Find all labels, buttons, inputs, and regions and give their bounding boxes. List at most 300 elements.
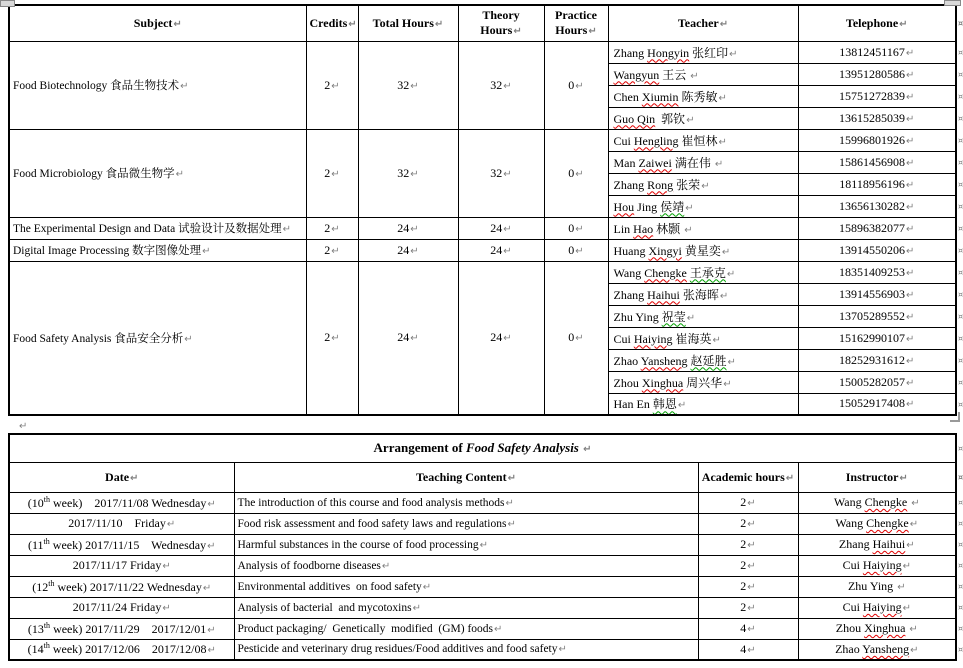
text-segment: 周兴华 xyxy=(683,375,723,390)
paragraph-mark: ↵ xyxy=(575,245,584,257)
telephone-cell xyxy=(798,85,956,107)
teacher-name-cell xyxy=(608,41,798,63)
paragraph-mark: ↵ xyxy=(712,334,721,346)
header-teaching-content: Teaching Content↵ xyxy=(234,462,698,492)
text-segment: 2 xyxy=(740,516,747,530)
paragraph-mark: ↵ xyxy=(162,561,171,572)
practice-hours-cell xyxy=(544,41,608,129)
theory-hours-cell xyxy=(458,129,544,217)
text-segment: Zaiwei xyxy=(638,155,672,170)
text-segment: Haiying xyxy=(633,331,673,346)
text-segment: 林颢 xyxy=(653,221,684,236)
paragraph-mark: ↵ xyxy=(905,179,915,191)
paragraph-mark: ↵ xyxy=(905,47,915,59)
text-segment: 2 xyxy=(324,165,331,180)
paragraph-mark: ↵ xyxy=(747,582,756,593)
text-segment: 陈秀敏 xyxy=(678,89,718,104)
text-segment: Pesticide and veterinary drug residues/Food additives and food safety xyxy=(237,643,558,656)
paragraph-mark: ↵ xyxy=(747,519,756,530)
paragraph-mark: ↵ xyxy=(162,603,171,614)
paragraph-mark: ↵ xyxy=(721,246,731,258)
text-segment: Wangyun xyxy=(613,67,660,82)
paragraph-mark: ↵ xyxy=(410,223,419,235)
theory-hours-cell xyxy=(458,261,544,415)
text-segment: Hongyin xyxy=(647,45,690,60)
text-segment: 2 xyxy=(740,600,747,614)
paragraph-mark: ↵ xyxy=(906,245,915,257)
paragraph-mark: ↵ xyxy=(184,333,193,345)
paragraph-mark: ↵ xyxy=(513,26,522,38)
text-segment: 24 xyxy=(397,330,410,345)
telephone-cell xyxy=(798,129,956,151)
text-segment: Product packaging/ Genetically modified (GM) foods xyxy=(237,622,493,635)
text-segment: Zhu Ying xyxy=(847,579,897,593)
table-resize-handle-icon[interactable] xyxy=(950,412,960,422)
text-segment: 2 xyxy=(740,579,747,593)
paragraph-mark: ↵ xyxy=(575,80,584,92)
paragraph-mark: ↵ xyxy=(906,540,915,551)
total-hours-cell xyxy=(358,261,458,415)
paragraph-mark: ↵ xyxy=(906,201,915,213)
paragraph-mark: ↵ xyxy=(902,603,911,614)
teacher-name-cell xyxy=(608,283,798,305)
end-of-row-mark: ¤ xyxy=(958,472,963,482)
table-move-handle-icon[interactable] xyxy=(0,0,15,7)
paragraph-mark: ↵ xyxy=(714,158,724,170)
text-segment: Chen xyxy=(613,89,642,104)
text-segment: 郭钦 xyxy=(655,111,686,126)
practice-hours-cell xyxy=(544,261,608,415)
paragraph-mark: ↵ xyxy=(911,498,920,509)
telephone-cell xyxy=(798,107,956,129)
end-of-row-mark: ¤ xyxy=(958,333,963,343)
end-of-row-mark: ¤ xyxy=(958,135,963,145)
text-segment: 32 xyxy=(490,77,503,92)
text-segment: 2 xyxy=(324,330,331,345)
text-segment: 0 xyxy=(568,242,575,257)
end-of-row-mark: ¤ xyxy=(958,519,963,528)
date-cell xyxy=(9,513,234,534)
paragraph-mark: ↵ xyxy=(494,623,503,635)
text-segment: (10 xyxy=(27,495,44,510)
table-row xyxy=(9,534,963,555)
end-of-row-mark: ¤ xyxy=(958,245,963,255)
paragraph-mark: ↵ xyxy=(906,289,915,301)
text-segment: The Experimental Design and Data 试验设计及数据处理 xyxy=(13,223,282,235)
text-segment: Yansheng xyxy=(862,641,910,656)
text-segment: 2017/11/10 Friday xyxy=(68,516,166,530)
text-segment: Food Safety Analysis 食品安全分析 xyxy=(13,332,184,345)
ordinal-superscript: th xyxy=(48,578,55,588)
table-corner-handle-icon[interactable] xyxy=(944,0,961,6)
teaching-content-cell xyxy=(234,513,698,534)
header-credits: Credits↵ xyxy=(306,5,358,41)
paragraph-mark: ↵ xyxy=(690,70,699,82)
text-segment: Zhou xyxy=(613,375,642,390)
paragraph-mark: ↵ xyxy=(718,92,727,104)
telephone-cell xyxy=(798,327,956,349)
header-instructor: Instructor↵ xyxy=(798,462,956,492)
paragraph-mark: ↵ xyxy=(747,624,756,635)
paragraph-mark: ↵ xyxy=(906,113,915,125)
date-cell xyxy=(9,576,234,597)
teacher-name-cell xyxy=(608,129,798,151)
text-segment: Chengke xyxy=(644,265,687,280)
paragraph-mark: ↵ xyxy=(282,224,291,235)
header-total-hours: Total Hours↵ xyxy=(358,5,458,41)
table-row xyxy=(9,555,963,576)
text-segment: 崔恒林 xyxy=(678,133,718,148)
academic-hours-cell xyxy=(698,618,798,639)
paragraph-mark: ↵ xyxy=(558,644,567,656)
text-segment: 32 xyxy=(490,165,503,180)
text-segment: (13 xyxy=(27,621,44,636)
text-segment: Xiumin xyxy=(641,89,679,104)
paragraph-mark: ↵ xyxy=(331,333,340,345)
text-segment: 4 xyxy=(740,621,747,635)
text-segment: 15005282057 xyxy=(839,374,906,389)
paragraph-mark: ↵ xyxy=(503,245,512,257)
paragraph-mark: ↵ xyxy=(331,168,340,180)
paragraph-mark: ↵ xyxy=(503,223,512,235)
end-of-row-mark: ¤ xyxy=(958,91,963,101)
credits-cell xyxy=(306,261,358,415)
teaching-content-cell xyxy=(234,618,698,639)
paragraph-mark: ↵ xyxy=(747,540,756,551)
instructor-cell xyxy=(798,639,956,660)
text-segment: 张红印 xyxy=(689,45,729,60)
teaching-content-cell xyxy=(234,555,698,576)
text-segment: Zhang xyxy=(613,177,648,192)
text-segment: 13951280586 xyxy=(839,66,906,81)
text-segment: Chengke xyxy=(866,516,909,530)
paragraph-mark: ↵ xyxy=(180,81,189,92)
paragraph-mark: ↵ xyxy=(718,136,727,148)
text-segment: Zhao xyxy=(835,641,863,656)
text-segment: Zhou xyxy=(835,621,865,635)
paragraph-mark: ↵ xyxy=(747,644,756,656)
subject-cell xyxy=(9,41,306,129)
paragraph-mark: ↵ xyxy=(410,333,419,345)
end-of-row-mark: ¤ xyxy=(958,47,963,57)
table-row xyxy=(9,618,963,639)
paragraph-mark: ↵ xyxy=(906,377,915,389)
text-segment: 2017/11/24 Friday xyxy=(72,600,162,614)
teacher-name-cell xyxy=(608,151,798,173)
paragraph-mark: ↵ xyxy=(906,399,915,411)
text-segment: 2 xyxy=(324,242,331,257)
paragraph-mark: ↵ xyxy=(422,581,432,593)
text-segment: Guo Qin xyxy=(613,111,656,126)
teacher-name-cell xyxy=(608,349,798,371)
paragraph-mark: ↵ xyxy=(906,91,915,103)
table-row xyxy=(9,639,963,660)
academic-hours-cell xyxy=(698,576,798,597)
teacher-name-cell xyxy=(608,239,798,261)
header-telephone: Telephone↵ xyxy=(798,5,956,41)
text-segment: week) 2017/11/29 2017/12/01 xyxy=(50,621,207,636)
text-segment: Food risk assessment and food safety laws and regulations xyxy=(237,517,507,530)
paragraph-mark: ↵ xyxy=(701,180,710,192)
text-segment: 崔海英 xyxy=(672,331,712,346)
text-segment: 王承克 xyxy=(689,265,726,280)
date-cell xyxy=(9,555,234,576)
paragraph-mark: ↵ xyxy=(479,539,489,551)
text-segment: Huang xyxy=(613,243,649,258)
ordinal-superscript: th xyxy=(43,494,50,504)
end-of-row-mark: ¤ xyxy=(958,311,963,321)
academic-hours-cell xyxy=(698,555,798,576)
text-segment: 13914556903 xyxy=(839,286,906,301)
instructor-cell xyxy=(798,555,956,576)
paragraph-mark: ↵ xyxy=(575,333,584,345)
text-segment: Environmental additives on food safety xyxy=(237,580,422,593)
text-segment: Haihui xyxy=(872,537,906,551)
end-of-row-mark: ¤ xyxy=(958,377,963,387)
text-segment: 2 xyxy=(324,77,331,92)
subject-cell xyxy=(9,129,306,217)
paragraph-mark: ↵ xyxy=(412,602,421,614)
text-segment: Haiying xyxy=(862,600,902,614)
text-segment: 32 xyxy=(397,165,410,180)
text-segment: 0 xyxy=(568,330,575,345)
text-segment: 15896382077 xyxy=(839,220,906,235)
academic-hours-cell xyxy=(698,513,798,534)
paragraph-mark: ↵ xyxy=(331,80,340,92)
stray-paragraph-mark: ↵ xyxy=(19,421,28,432)
credits-cell xyxy=(306,41,358,129)
instructor-cell xyxy=(798,492,956,513)
date-cell xyxy=(9,492,234,513)
text-segment: 2 xyxy=(740,558,747,572)
teacher-name-cell xyxy=(608,327,798,349)
schedule-header-row xyxy=(9,462,963,492)
telephone-cell xyxy=(798,393,956,415)
text-segment: Cui xyxy=(842,558,863,572)
academic-hours-cell xyxy=(698,597,798,618)
paragraph-mark: ↵ xyxy=(575,223,584,235)
telephone-cell xyxy=(798,283,956,305)
text-segment: Harmful substances in the course of food processing xyxy=(237,538,479,551)
paragraph-mark: ↵ xyxy=(785,472,795,484)
text-segment: (12 xyxy=(32,579,49,594)
theory-hours-cell xyxy=(458,41,544,129)
end-of-row-mark: ¤ xyxy=(958,540,963,549)
end-of-row-mark: ¤ xyxy=(958,355,963,365)
paragraph-mark: ↵ xyxy=(686,114,695,126)
text-segment: Zhang xyxy=(613,45,648,60)
text-segment: 13615285039 xyxy=(839,110,906,125)
paragraph-mark: ↵ xyxy=(207,540,216,552)
end-of-row-mark: ¤ xyxy=(958,223,963,233)
end-of-row-mark: ¤ xyxy=(958,157,963,167)
text-segment: 韩恩 xyxy=(652,397,677,412)
academic-hours-cell xyxy=(698,534,798,555)
credits-cell xyxy=(306,129,358,217)
text-segment: 张海晖 xyxy=(679,287,719,302)
telephone-cell xyxy=(798,195,956,217)
table-row xyxy=(9,492,963,513)
end-of-row-mark: ¤ xyxy=(958,582,963,591)
paragraph-mark: ↵ xyxy=(685,202,694,214)
text-segment: Food Microbiology 食品微生物学 xyxy=(13,168,175,180)
instructor-cell xyxy=(798,618,956,639)
telephone-cell xyxy=(798,261,956,283)
text-segment: The introduction of this course and food analysis methods xyxy=(237,496,505,509)
paragraph-mark: ↵ xyxy=(207,624,216,636)
text-segment: 24 xyxy=(490,242,503,257)
ordinal-superscript: th xyxy=(43,536,50,546)
paragraph-mark: ↵ xyxy=(410,245,419,257)
paragraph-mark: ↵ xyxy=(507,472,516,484)
schedule-title-row xyxy=(9,434,963,462)
text-segment: Han En xyxy=(613,397,653,412)
end-of-row-mark: ¤ xyxy=(958,603,963,612)
table-row xyxy=(9,129,963,151)
teacher-name-cell xyxy=(608,393,798,415)
table-row xyxy=(9,239,963,261)
credits-cell xyxy=(306,239,358,261)
table-row xyxy=(9,597,963,618)
paragraph-mark: ↵ xyxy=(909,519,919,530)
text-segment: 15861456908 xyxy=(839,154,906,169)
practice-hours-cell xyxy=(544,129,608,217)
academic-hours-cell xyxy=(698,492,798,513)
paragraph-mark: ↵ xyxy=(906,355,915,367)
end-of-row-mark: ¤ xyxy=(958,179,963,189)
text-segment: 13656130282 xyxy=(839,198,906,213)
text-segment: Food Biotechnology 食品生物技术 xyxy=(13,80,180,92)
text-segment: 15052917408 xyxy=(839,396,906,411)
paragraph-mark: ↵ xyxy=(166,519,176,530)
end-of-row-mark: ¤ xyxy=(958,289,963,299)
end-of-row-mark: ¤ xyxy=(958,267,963,277)
paragraph-mark: ↵ xyxy=(906,135,915,147)
theory-hours-cell xyxy=(458,217,544,239)
paragraph-mark: ↵ xyxy=(173,18,182,30)
paragraph-mark: ↵ xyxy=(723,378,732,390)
text-segment: 13914550206 xyxy=(839,242,906,257)
telephone-cell xyxy=(798,151,956,173)
paragraph-mark: ↵ xyxy=(583,444,592,456)
text-segment: 15996801926 xyxy=(839,132,906,147)
table-row xyxy=(9,217,963,239)
credits-cell xyxy=(306,217,358,239)
teaching-content-cell xyxy=(234,639,698,660)
end-of-row-mark: ¤ xyxy=(958,443,963,453)
telephone-cell xyxy=(798,371,956,393)
text-segment: 32 xyxy=(397,77,410,92)
paragraph-mark: ↵ xyxy=(503,80,512,92)
text-segment: Man xyxy=(613,155,639,170)
paragraph-mark: ↵ xyxy=(906,267,915,279)
ordinal-superscript: th xyxy=(43,620,51,630)
course-table-header-row xyxy=(9,5,963,41)
table-row xyxy=(9,513,963,534)
text-segment: Lin xyxy=(613,221,634,236)
text-segment: 15751272839 xyxy=(839,88,906,103)
subject-cell xyxy=(9,261,306,415)
text-segment: Rong xyxy=(647,177,674,192)
text-segment: 2 xyxy=(324,220,331,235)
text-segment: 18118956196 xyxy=(839,176,905,191)
paragraph-mark: ↵ xyxy=(899,18,908,30)
text-segment: Xinghua xyxy=(641,375,684,390)
text-segment: 满在伟 xyxy=(671,155,714,170)
paragraph-mark: ↵ xyxy=(575,168,584,180)
paragraph-mark: ↵ xyxy=(130,472,139,484)
text-segment: Cui xyxy=(613,331,634,346)
paragraph-mark: ↵ xyxy=(906,333,915,345)
text-segment: 2 xyxy=(740,537,747,551)
end-of-row-mark: ¤ xyxy=(958,645,963,654)
practice-hours-cell xyxy=(544,239,608,261)
subject-cell xyxy=(9,239,306,261)
text-segment: 赵延胜 xyxy=(690,353,727,368)
paragraph-mark: ↵ xyxy=(410,80,419,92)
text-segment: Hao xyxy=(633,221,654,236)
text-segment: 4 xyxy=(740,641,747,656)
schedule-title-course-name: Food Safety Analysis xyxy=(465,440,579,456)
text-segment: week) 2017/11/08 Wednesday xyxy=(50,495,207,510)
text-segment: Hengling xyxy=(633,133,679,148)
academic-hours-cell xyxy=(698,639,798,660)
text-segment: 2 xyxy=(740,495,747,509)
text-segment: 18351409253 xyxy=(839,264,906,279)
text-segment: 侯靖 xyxy=(660,199,685,214)
table-row xyxy=(9,576,963,597)
text-segment: (14 xyxy=(27,642,44,657)
paragraph-mark: ↵ xyxy=(410,168,419,180)
header-academic-hours: Academic hours↵ xyxy=(698,462,798,492)
paragraph-mark: ↵ xyxy=(202,246,211,257)
text-segment: 24 xyxy=(397,242,410,257)
paragraph-mark: ↵ xyxy=(505,497,514,509)
teacher-name-cell xyxy=(608,85,798,107)
text-segment: 0 xyxy=(568,220,575,235)
text-segment: Zhang xyxy=(613,287,648,302)
instructor-cell xyxy=(798,597,956,618)
paragraph-mark: ↵ xyxy=(726,268,736,280)
paragraph-mark: ↵ xyxy=(719,18,729,30)
text-segment: Haihui xyxy=(647,287,680,302)
schedule-title: Arrangement of Food Safety Analysis ↵ xyxy=(9,434,956,462)
table-row xyxy=(9,261,963,283)
theory-hours-cell xyxy=(458,239,544,261)
paragraph-mark: ↵ xyxy=(331,245,340,257)
paragraph-mark: ↵ xyxy=(719,290,729,302)
teacher-name-cell xyxy=(608,63,798,85)
text-segment: 张荣 xyxy=(673,177,701,192)
text-segment: Zhang xyxy=(838,537,873,551)
text-segment: Yansheng xyxy=(640,353,688,368)
paragraph-mark: ↵ xyxy=(503,168,512,180)
text-segment: 13812451167 xyxy=(839,44,905,59)
text-segment: Wang xyxy=(833,495,865,509)
text-segment: 24 xyxy=(397,220,410,235)
text-segment: week) 2017/11/15 Wednesday xyxy=(49,537,207,552)
total-hours-cell xyxy=(358,217,458,239)
text-segment: 0 xyxy=(568,165,575,180)
teacher-name-cell xyxy=(608,371,798,393)
end-of-row-mark: ¤ xyxy=(958,18,963,28)
schedule-table xyxy=(8,433,963,661)
text-segment: Xingyi xyxy=(648,243,682,258)
header-subject: Subject↵ xyxy=(9,5,306,41)
subject-cell xyxy=(9,217,306,239)
header-date: Date↵ xyxy=(9,462,234,492)
paragraph-mark: ↵ xyxy=(906,69,915,81)
